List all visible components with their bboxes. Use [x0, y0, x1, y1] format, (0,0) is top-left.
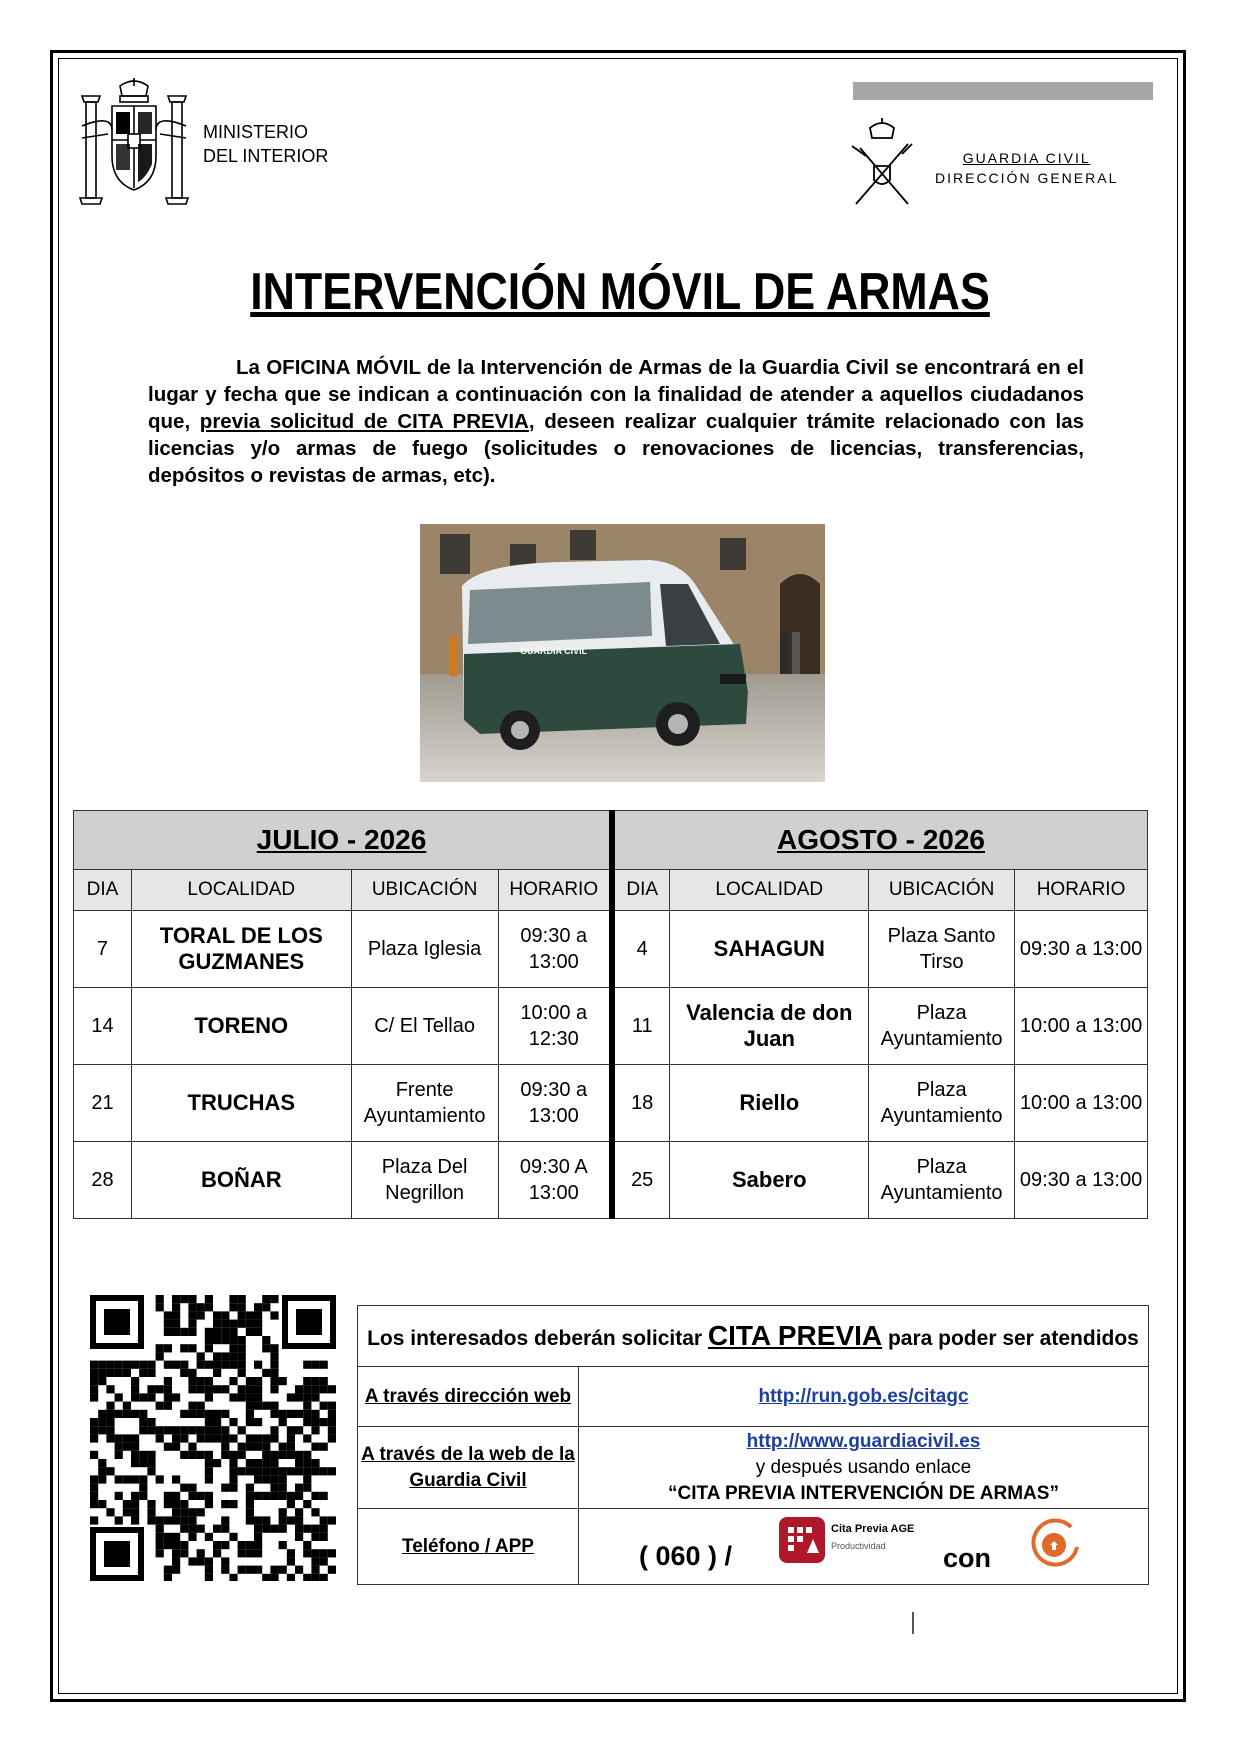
cell-horario: 09:30 a 13:00	[1015, 1142, 1148, 1219]
cell-ubicacion: Plaza Ayuntamiento	[869, 1142, 1015, 1219]
cell-horario: 10:00 a 13:00	[1015, 988, 1148, 1065]
cell-ubicacion: Plaza Ayuntamiento	[869, 1065, 1015, 1142]
cell-dia: 14	[74, 988, 132, 1065]
cita-previa-table	[357, 1305, 1149, 1585]
cell-dia: 7	[74, 911, 132, 988]
cell-ubicacion: Plaza Santo Tirso	[869, 911, 1015, 988]
cita-previa-age-app-icon[interactable]	[779, 1517, 825, 1563]
coat-of-arms-icon	[78, 78, 190, 208]
table-row	[74, 988, 1148, 1065]
mobile-office-van-photo	[420, 524, 825, 782]
cell-horario: 09:30 a 13:00	[498, 1065, 612, 1142]
telefono-label: Teléfono / APP	[358, 1509, 579, 1585]
cell-localidad: Riello	[670, 1065, 869, 1142]
guardia-civil-emblem-icon	[850, 118, 914, 210]
cell-dia: 11	[612, 988, 670, 1065]
cell-dia: 4	[612, 911, 670, 988]
schedule-table	[73, 810, 1148, 1219]
column-header-ubicacion: UBICACIÓN	[869, 870, 1015, 911]
column-header-horario: HORARIO	[1015, 870, 1148, 911]
cell-horario: 09:30 a 13:00	[498, 911, 612, 988]
column-header-localidad: LOCALIDAD	[670, 870, 869, 911]
telefono-cell	[579, 1509, 1149, 1585]
month-header-july: JULIO - 2026	[74, 811, 612, 870]
gc-web-cell	[579, 1427, 1149, 1509]
cell-localidad: SAHAGUN	[670, 911, 869, 988]
cell-dia: 21	[74, 1065, 132, 1142]
mi-carpeta-app-icon[interactable]	[1027, 1515, 1081, 1569]
cell-horario: 09:30 A 13:00	[498, 1142, 612, 1219]
web-label: A través dirección web	[358, 1367, 579, 1427]
ministry-name: MINISTERIO DEL INTERIOR	[203, 122, 329, 166]
citagc-link[interactable]: http://run.gob.es/citagc	[758, 1385, 969, 1407]
cell-dia: 28	[74, 1142, 132, 1219]
cell-localidad: TORENO	[131, 988, 351, 1065]
column-header-localidad: LOCALIDAD	[131, 870, 351, 911]
cell-localidad: Sabero	[670, 1142, 869, 1219]
web-cell	[579, 1367, 1149, 1427]
cell-localidad: Valencia de don Juan	[670, 988, 869, 1065]
column-header-horario: HORARIO	[498, 870, 612, 911]
qr-code-icon[interactable]	[90, 1295, 336, 1581]
month-header-august: AGOSTO - 2026	[612, 811, 1148, 870]
cell-localidad: BOÑAR	[131, 1142, 351, 1219]
cell-ubicacion: Plaza Iglesia	[351, 911, 498, 988]
table-row	[74, 1142, 1148, 1219]
table-row	[74, 911, 1148, 988]
cell-localidad: TORAL DE LOS GUZMANES	[131, 911, 351, 988]
column-header-ubicacion: UBICACIÓN	[351, 870, 498, 911]
gc-web-label: A través de la web de la Guardia Civil	[358, 1427, 579, 1509]
cell-localidad: TRUCHAS	[131, 1065, 351, 1142]
text-cursor	[912, 1612, 914, 1634]
page-title: INTERVENCIÓN MÓVIL DE ARMAS	[250, 263, 990, 321]
cell-horario: 09:30 a 13:00	[1015, 911, 1148, 988]
cita-header: Los interesados deberán solicitar CITA PREVIA para poder ser atendidos	[358, 1306, 1149, 1367]
header-gray-bar	[853, 82, 1153, 100]
column-header-dia: DIA	[74, 870, 132, 911]
cell-ubicacion: C/ El Tellao	[351, 988, 498, 1065]
then-text: y después usando enlace	[755, 1456, 972, 1478]
app-name: Cita Previa AGE	[831, 1523, 915, 1535]
guardia-civil-name: GUARDIA CIVIL DIRECCIÓN GENERAL	[935, 150, 1119, 186]
con-text: con	[943, 1543, 992, 1573]
column-header-dia: DIA	[612, 870, 670, 911]
cell-horario: 10:00 a 13:00	[1015, 1065, 1148, 1142]
van-label: GUARDIA CIVIL	[520, 646, 588, 656]
telefono-number: ( 060 ) /	[639, 1541, 733, 1571]
cell-ubicacion: Frente Ayuntamiento	[351, 1065, 498, 1142]
cell-dia: 18	[612, 1065, 670, 1142]
cell-ubicacion: Plaza Ayuntamiento	[869, 988, 1015, 1065]
cell-dia: 25	[612, 1142, 670, 1219]
table-row	[74, 1065, 1148, 1142]
cell-ubicacion: Plaza Del Negrillon	[351, 1142, 498, 1219]
guardiacivil-link[interactable]: http://www.guardiacivil.es	[746, 1430, 981, 1452]
cell-horario: 10:00 a 12:30	[498, 988, 612, 1065]
intro-paragraph: La OFICINA MÓVIL de la Intervención de Armas de la Guardia Civil se encontrará en el lugar y fecha que se indican a continuación con la finalidad de atender a aquellos ciudadanos que, previa solicitud de CITA PREVIA, deseen realizar cualquier trámite relacionado con las licencias y/o armas de fuego (solicitudes o renovaciones de licencias, transferencias, depósitos o revistas de armas, etc).	[148, 356, 1085, 487]
cita-link-name: “CITA PREVIA INTERVENCIÓN DE ARMAS”	[668, 1482, 1059, 1504]
app-subtitle: Productividad	[831, 1541, 886, 1551]
